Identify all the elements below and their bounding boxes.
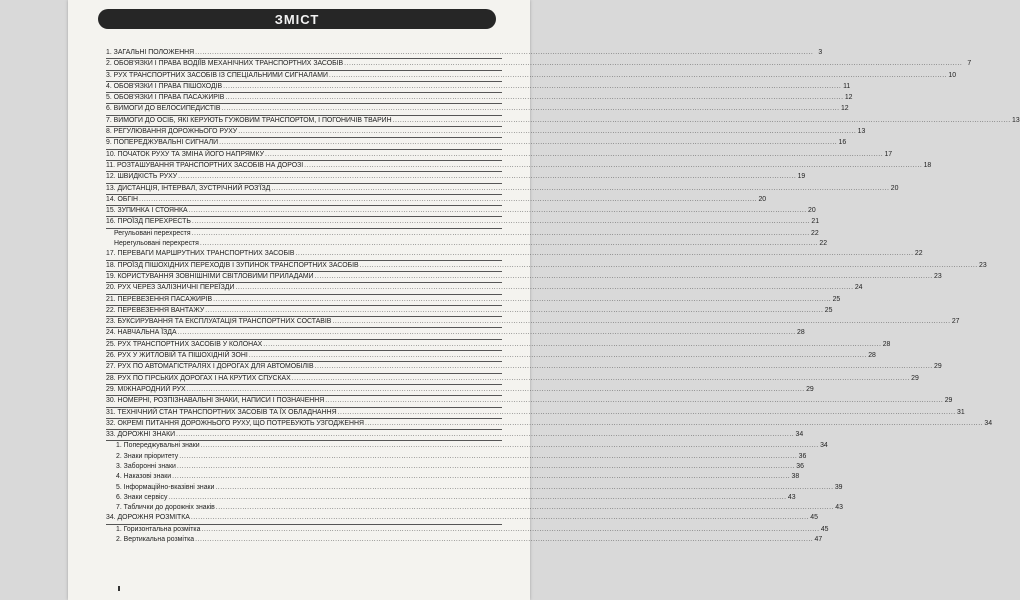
dot-leader xyxy=(189,206,807,216)
toc-entry-label: 6. Знаки сервісу xyxy=(116,493,168,501)
dot-leader xyxy=(201,525,819,535)
toc-entry-page: 3 xyxy=(818,49,823,56)
toc-entry xyxy=(106,535,823,545)
toc-entry-label: 1. Горизонтальна розмітка xyxy=(116,525,201,533)
book-page xyxy=(68,0,1020,600)
toc-entry-label: 12. ШВИДКІСТЬ РУХУ xyxy=(106,173,178,181)
dot-leader xyxy=(139,195,757,205)
toc-entry xyxy=(106,249,923,260)
toc-entry-label: 34. ДОРОЖНЯ РОЗМІТКА xyxy=(106,514,190,522)
toc-entry-label: 3. РУХ ТРАНСПОРТНИХ ЗАСОБІВ ІЗ СПЕЦІАЛЬНИМИ СИГНАЛАМИ xyxy=(106,71,328,79)
toc-entry xyxy=(106,104,849,115)
dot-leader xyxy=(329,71,947,81)
toc-entry-label: 30. НОМЕРНІ, РОЗПІЗНАВАЛЬНІ ЗНАКИ, НАПИСИ І ПОЗНАЧЕННЯ xyxy=(106,397,325,405)
toc-entry xyxy=(106,138,847,149)
toc-entry-page: 39 xyxy=(834,483,843,491)
toc-entry-label: 31. ТЕХНІЧНИЙ СТАН ТРАНСПОРТНИХ ЗАСОБІВ ТА ЇХ ОБЛАДНАННЯ xyxy=(106,408,337,416)
dot-leader xyxy=(176,430,794,440)
dot-leader xyxy=(177,462,795,472)
toc-entry-label: 25. РУХ ТРАНСПОРТНИХ ЗАСОБІВ У КОЛОНАХ xyxy=(106,340,263,348)
toc-entry-page: 11 xyxy=(843,82,851,90)
dot-leader xyxy=(365,419,983,429)
toc-entry xyxy=(106,217,820,228)
toc-entry-page: 13 xyxy=(1012,116,1020,124)
toc-entry xyxy=(106,441,828,451)
dot-leader xyxy=(205,306,823,316)
toc-entry-label: 24. НАВЧАЛЬНА ЇЗДА xyxy=(106,329,177,337)
toc-entry xyxy=(106,172,806,183)
dot-leader xyxy=(265,150,883,160)
dot-leader xyxy=(263,340,881,350)
dot-leader xyxy=(235,283,853,293)
toc-entry xyxy=(106,93,853,104)
toc-entry-page: 43 xyxy=(835,504,843,512)
title-banner xyxy=(98,9,496,29)
toc-entry-label: Регульовані перехрестя xyxy=(114,229,191,237)
toc-entry xyxy=(106,239,828,249)
dot-leader xyxy=(315,272,933,282)
toc-entry-label: 17. ПЕРЕВАГИ МАРШРУТНИХ ТРАНСПОРТНИХ ЗАСОБІВ xyxy=(106,250,295,258)
toc-entry xyxy=(106,493,796,503)
toc-entry-label: 20. РУХ ЧЕРЕЗ ЗАЛІЗНИЧНІ ПЕРЕЇЗДИ xyxy=(106,284,235,292)
toc-entry xyxy=(106,195,767,206)
toc-entry-page: 23 xyxy=(979,261,987,269)
toc-entry xyxy=(106,351,876,362)
toc-entry xyxy=(106,340,891,351)
dot-leader xyxy=(172,472,790,482)
toc-entry-label: 5. Інформаційно-вказівні знаки xyxy=(116,483,215,491)
dot-leader xyxy=(195,535,813,545)
dot-leader xyxy=(332,317,950,327)
toc-entry xyxy=(106,184,899,195)
dot-leader xyxy=(168,493,786,503)
toc-entry-label: 10. ПОЧАТОК РУХУ ТА ЗМІНА ЙОГО НАПРЯМКУ xyxy=(106,150,265,158)
toc-entry xyxy=(106,396,953,407)
toc-entry xyxy=(106,48,823,59)
toc-entry-page: 31 xyxy=(957,408,965,416)
toc-entry xyxy=(106,452,807,462)
toc-entry-label: 21. ПЕРЕВЕЗЕННЯ ПАСАЖИРІВ xyxy=(106,295,213,303)
toc-entry-label: 18. ПРОЇЗД ПІШОХІДНИХ ПЕРЕХОДІВ І ЗУПИНОК ТРАНСПОРТНИХ ЗАСОБІВ xyxy=(106,261,359,269)
dot-leader xyxy=(271,184,889,194)
toc-entry-page: 25 xyxy=(832,295,841,303)
toc-entry-label: 2. Вертикальна розмітка xyxy=(116,536,195,544)
toc-entry-page: 45 xyxy=(820,525,829,533)
toc-entry xyxy=(106,513,818,524)
toc-entry-page: 29 xyxy=(806,385,814,393)
toc-entry xyxy=(106,525,829,535)
toc-entry xyxy=(106,430,804,441)
toc-entry-page: 34 xyxy=(984,419,993,427)
toc-entry xyxy=(106,82,851,93)
toc-entry xyxy=(106,328,805,339)
dot-leader xyxy=(292,374,910,384)
toc-entry-label: 1. Попереджувальні знаки xyxy=(116,442,200,450)
toc-entry-label: 33. ДОРОЖНІ ЗНАКИ xyxy=(106,431,176,439)
dot-leader xyxy=(360,261,978,271)
toc-entry xyxy=(106,295,841,306)
toc-entry xyxy=(106,283,863,294)
dot-leader xyxy=(249,351,867,361)
toc-entry-label: 11. РОЗТАШУВАННЯ ТРАНСПОРТНИХ ЗАСОБІВ НА ДОРОЗІ xyxy=(106,161,304,169)
toc-entry xyxy=(106,127,866,138)
toc-entry-page: 34 xyxy=(795,431,804,439)
toc-entry-label: 29. МІЖНАРОДНИЙ РУХ xyxy=(106,385,186,393)
dot-leader xyxy=(223,82,841,92)
dot-leader xyxy=(178,172,796,182)
toc-entry-label: 23. БУКСИРУВАННЯ ТА ЕКСПЛУАТАЦІЯ ТРАНСПОРТНИХ СОСТАВІВ xyxy=(106,318,332,326)
toc-entry-label: 3. Заборонні знаки xyxy=(116,462,176,470)
toc-entry-page: 29 xyxy=(911,374,919,382)
toc-entry-page: 47 xyxy=(814,536,823,544)
toc-entry xyxy=(106,150,893,161)
toc-entry-page: 36 xyxy=(798,452,807,460)
toc-entry-label: 5. ОБОВ'ЯЗКИ І ПРАВА ПАСАЖИРІВ xyxy=(106,94,225,102)
dot-leader xyxy=(222,104,840,114)
dot-leader xyxy=(344,59,962,69)
dot-leader xyxy=(195,48,813,58)
toc-entry-page: 7 xyxy=(967,60,972,68)
dot-leader xyxy=(213,295,831,305)
dot-leader xyxy=(192,229,810,239)
toc-entry-page: 18 xyxy=(923,161,932,169)
toc-entry-page: 29 xyxy=(933,363,942,371)
toc-entry-label: 6. ВИМОГИ ДО ВЕЛОСИПЕДИСТІВ xyxy=(106,105,221,113)
toc-entry-label: 8. РЕГУЛЮВАННЯ ДОРОЖНЬОГО РУХУ xyxy=(106,128,238,136)
toc-entry xyxy=(106,385,814,396)
dot-leader xyxy=(191,513,809,523)
toc-entry xyxy=(106,317,960,328)
toc-entry-label: 22. ПЕРЕВЕЗЕННЯ ВАНТАЖУ xyxy=(106,306,205,314)
toc-entry-page: 10 xyxy=(948,71,957,79)
toc-entry xyxy=(106,362,942,373)
toc-entry xyxy=(106,462,804,472)
dot-leader xyxy=(200,239,818,249)
toc-entry-page: 22 xyxy=(914,250,923,258)
toc-entry-label: 7. ВИМОГИ ДО ОСІБ, ЯКІ КЕРУЮТЬ ГУЖОВИМ ТРАНСПОРТОМ, І ПОГОНИЧІВ ТВАРИН xyxy=(106,116,392,124)
toc-entry xyxy=(106,472,800,482)
toc-entry-page: 29 xyxy=(944,397,953,405)
toc-entry-label: 4. Наказові знаки xyxy=(116,473,172,481)
toc-entry-page: 12 xyxy=(844,94,853,102)
toc-entry-page: 36 xyxy=(796,462,804,470)
toc-entry-label: 2. ОБОВ'ЯЗКИ І ПРАВА ВОДІЇВ МЕХАНІЧНИХ ТРАНСПОРТНИХ ЗАСОБІВ xyxy=(106,60,344,68)
toc-entry-page: 45 xyxy=(810,514,818,522)
toc-entry-label: 1. ЗАГАЛЬНІ ПОЛОЖЕННЯ xyxy=(106,49,195,56)
table-of-contents xyxy=(106,48,1020,545)
dot-leader xyxy=(304,161,922,171)
dot-leader xyxy=(178,328,796,338)
toc-entry-page: 23 xyxy=(934,272,942,280)
toc-entry-label: 32. ОКРЕМІ ПИТАННЯ ДОРОЖНЬОГО РУХУ, ЩО ПОТРЕБУЮТЬ УЗГОДЖЕННЯ xyxy=(106,419,364,427)
toc-entry-page: 20 xyxy=(890,184,899,192)
dot-leader xyxy=(225,93,843,103)
toc-entry-label: 28. РУХ ПО ГІРСЬКИХ ДОРОГАХ І НА КРУТИХ СПУСКАХ xyxy=(106,374,291,382)
toc-entry-page: 34 xyxy=(820,442,828,450)
toc-entry-page: 17 xyxy=(884,150,893,158)
dot-leader xyxy=(295,249,913,259)
toc-entry xyxy=(106,306,833,317)
toc-entry xyxy=(106,116,1020,127)
toc-entry-page: 21 xyxy=(811,218,820,226)
dot-leader xyxy=(187,385,805,395)
toc-entry-label: 13. ДИСТАНЦІЯ, ІНТЕРВАЛ, ЗУСТРІЧНИЙ РОЗ'ЇЗД xyxy=(106,184,271,192)
toc-entry-page: 20 xyxy=(808,207,816,215)
toc-entry-page: 27 xyxy=(951,318,960,326)
toc-entry-page: 20 xyxy=(758,195,767,203)
toc-entry-label: 4. ОБОВ'ЯЗКИ І ПРАВА ПІШОХОДІВ xyxy=(106,82,223,90)
toc-entry-label: 16. ПРОЇЗД ПЕРЕХРЕСТЬ xyxy=(106,218,191,226)
dot-leader xyxy=(238,127,856,137)
toc-entry xyxy=(106,272,942,283)
toc-entry-page: 12 xyxy=(840,105,849,113)
toc-entry-page: 24 xyxy=(854,284,863,292)
toc-entry xyxy=(106,503,843,513)
toc-entry-label: 15. ЗУПИНКА І СТОЯНКА xyxy=(106,207,188,215)
toc-entry-label: 14. ОБГІН xyxy=(106,195,138,203)
toc-entry xyxy=(106,71,957,82)
toc-entry-label: 2. Знаки пріоритету xyxy=(116,452,179,460)
toc-entry-page: 28 xyxy=(882,340,891,348)
dot-leader xyxy=(215,483,833,493)
toc-entry-label: Нерегульовані перехрестя xyxy=(114,240,199,248)
toc-entry xyxy=(106,374,919,385)
toc-entry-label: 19. КОРИСТУВАННЯ ЗОВНІШНІМИ СВІТЛОВИМИ ПРИЛАДАМИ xyxy=(106,272,314,280)
toc-entry-page: 28 xyxy=(868,352,876,360)
toc-entry-page: 19 xyxy=(797,173,806,181)
page-mark xyxy=(118,586,120,591)
dot-leader xyxy=(216,503,834,513)
dot-leader xyxy=(179,452,797,462)
toc-entry-page: 25 xyxy=(824,306,833,314)
toc-entry-page: 16 xyxy=(838,139,847,147)
toc-entry xyxy=(106,229,819,239)
toc-entry xyxy=(106,419,993,430)
dot-leader xyxy=(201,441,819,451)
toc-entry xyxy=(106,408,965,419)
toc-entry xyxy=(106,483,843,493)
toc-entry xyxy=(106,206,816,217)
toc-entry-label: 7. Таблички до дорожніх знаків xyxy=(116,504,215,512)
toc-entry-label: 9. ПОПЕРЕДЖУВАЛЬНІ СИГНАЛИ xyxy=(106,139,219,147)
toc-entry xyxy=(106,161,932,172)
toc-entry-page: 38 xyxy=(791,473,800,481)
toc-entry-page: 22 xyxy=(811,229,819,237)
dot-leader xyxy=(219,138,837,148)
dot-leader xyxy=(192,217,810,227)
toc-entry-page: 22 xyxy=(819,240,828,248)
toc-entry xyxy=(106,59,972,70)
toc-entry-label: 26. РУХ У ЖИТЛОВІЙ ТА ПІШОХІДНІЙ ЗОНІ xyxy=(106,352,248,360)
toc-entry-page: 28 xyxy=(797,329,805,337)
toc-entry-page: 13 xyxy=(857,128,866,136)
toc-entry xyxy=(106,261,987,272)
dot-leader xyxy=(325,396,943,406)
toc-entry-page: 43 xyxy=(787,493,796,501)
dot-leader xyxy=(393,116,1011,126)
dot-leader xyxy=(338,408,956,418)
page-title: ЗМІСТ xyxy=(274,11,320,27)
toc-entry-label: 27. РУХ ПО АВТОМАГІСТРАЛЯХ І ДОРОГАХ ДЛЯ АВТОМОБІЛІВ xyxy=(106,363,314,371)
dot-leader xyxy=(315,362,933,372)
